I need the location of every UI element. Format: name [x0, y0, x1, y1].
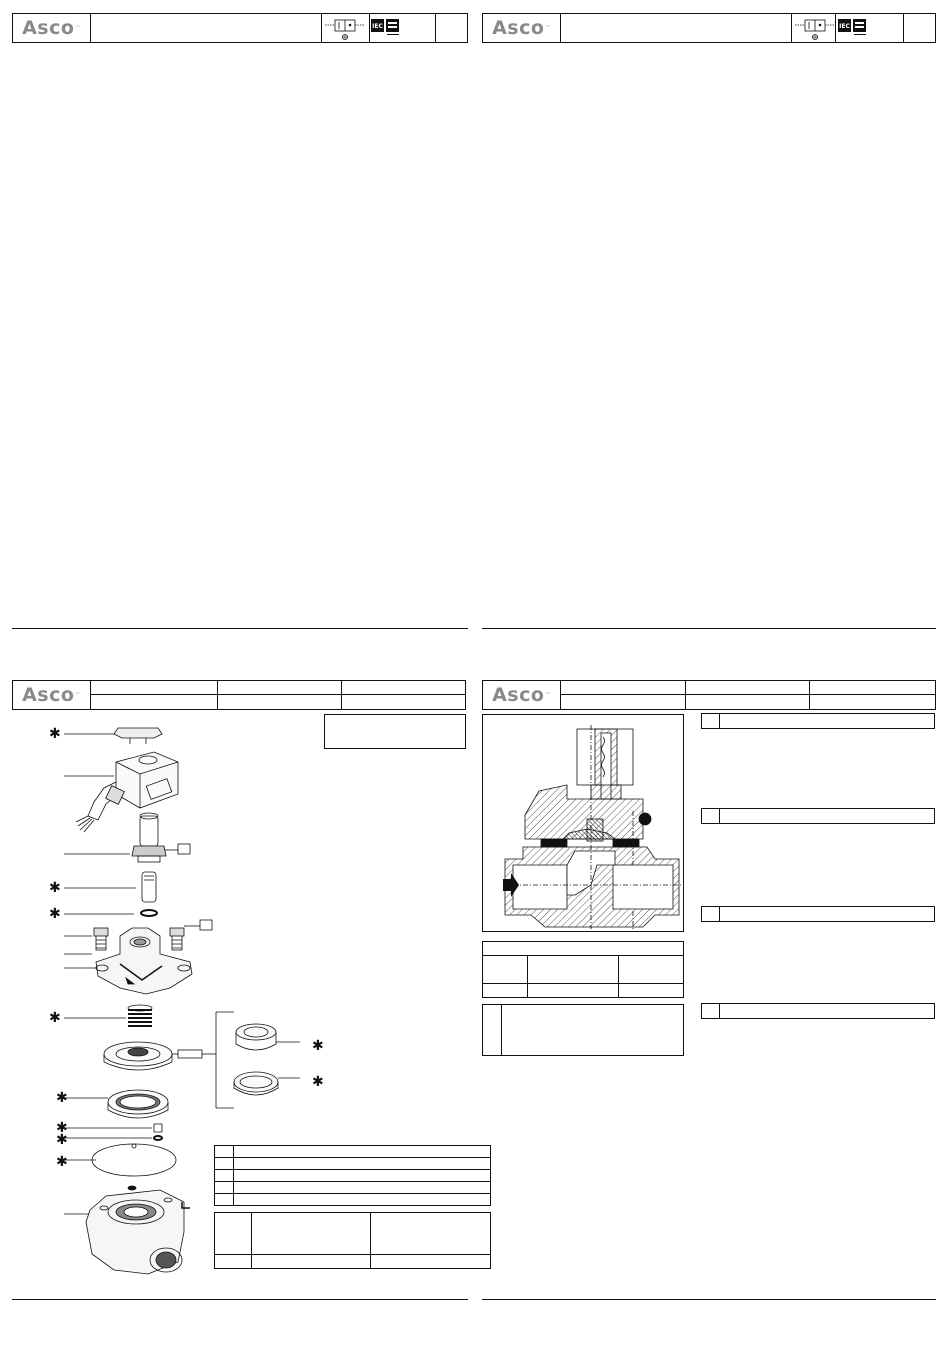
- header-top-left: [12, 13, 468, 43]
- asco-logo: Asco ™: [483, 681, 561, 709]
- asco-logo: Asco ™: [13, 681, 91, 709]
- section-header-4: [701, 1003, 935, 1019]
- page-footer-rule: [12, 628, 468, 629]
- spare-part-marker: ✱: [312, 1074, 324, 1090]
- page-footer-rule: [482, 628, 936, 629]
- torque-table: [214, 1145, 491, 1205]
- svg-text:IEC: IEC: [839, 23, 850, 30]
- iec-certification-icon: [371, 19, 401, 37]
- note-box: [482, 1004, 684, 1056]
- section-header-3: [701, 906, 935, 922]
- spare-part-marker: ✱: [49, 880, 61, 896]
- spare-part-marker: ✱: [56, 1120, 68, 1136]
- spare-part-marker: ✱: [49, 1010, 61, 1026]
- spare-part-marker: ✱: [49, 726, 61, 742]
- valve-symbol-icon: [323, 17, 367, 41]
- header-top-right: [482, 13, 936, 43]
- page-footer-rule: [482, 1299, 936, 1300]
- spare-part-marker: ✱: [312, 1038, 324, 1054]
- page-footer-rule: [12, 1299, 468, 1300]
- section-header-1: [701, 713, 935, 729]
- valve-data-table: [482, 941, 684, 997]
- svg-text:IEC: IEC: [372, 23, 383, 30]
- header-bottom-left: [12, 680, 466, 710]
- spare-part-marker: ✱: [56, 1090, 68, 1106]
- header-bottom-right: [482, 680, 936, 710]
- spare-parts-kit-table: [214, 1212, 491, 1268]
- spare-part-marker: ✱: [56, 1132, 68, 1148]
- iec-certification-icon: [838, 19, 868, 37]
- spare-part-marker: ✱: [49, 906, 61, 922]
- spare-part-marker: ✱: [56, 1154, 68, 1170]
- note-box: [324, 714, 466, 749]
- asco-logo: Asco ™: [483, 14, 561, 42]
- section-header-2: [701, 808, 935, 824]
- asco-logo: Asco ™: [13, 14, 91, 42]
- valve-section-diagram: [482, 714, 684, 932]
- valve-symbol-icon: [793, 17, 837, 41]
